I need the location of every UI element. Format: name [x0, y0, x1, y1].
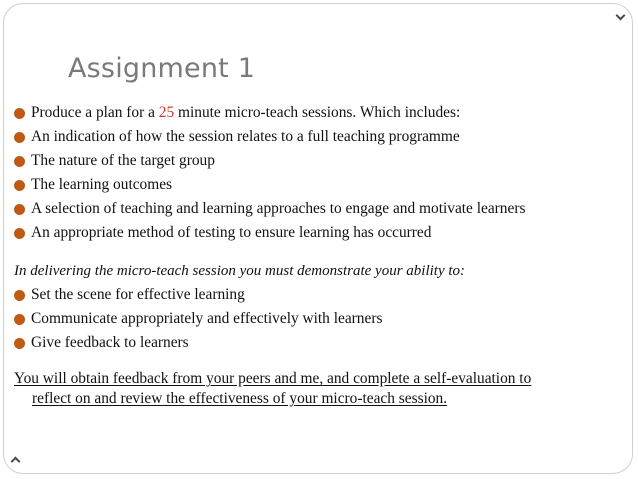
plan-bullet-text: An indication of how the session relates to a full teaching programme	[31, 128, 460, 145]
bullet-dot-icon	[14, 132, 25, 143]
plan-bullet-text: A selection of teaching and learning approaches to engage and motivate learners	[31, 200, 526, 217]
plan-bullet-item	[14, 149, 620, 173]
spacer	[14, 245, 620, 259]
bullet-dot-icon	[14, 156, 25, 167]
closing-line-2: reflect on and review the effectiveness of your micro-teach session.	[32, 390, 448, 407]
delivery-bullet-text: Give feedback to learners	[31, 334, 189, 351]
delivery-bullet-text: Communicate appropriately and effectively with learners	[31, 310, 383, 327]
delivery-bullet-item	[14, 307, 620, 331]
plan-bullet-item	[14, 197, 620, 221]
plan-bullet-item	[14, 173, 620, 197]
closing-line-1: You will obtain feedback from your peers and me, and complete a self-evaluation to	[14, 370, 532, 387]
slide-content	[14, 101, 620, 409]
corner-decoration-top-right	[616, 11, 626, 21]
bullet-dot-icon	[14, 108, 25, 119]
plan-bullet-text: An appropriate method of testing to ensure learning has occurred	[31, 224, 432, 241]
plan-bullet-item	[14, 221, 620, 245]
plan-bullet-list	[14, 101, 620, 245]
bullet-dot-icon	[14, 180, 25, 191]
delivery-bullet-item	[14, 331, 620, 355]
delivery-bullet-item	[14, 283, 620, 307]
plan-bullet-item	[14, 101, 620, 125]
bullet-dot-icon	[14, 314, 25, 325]
highlight-number: 25	[158, 104, 175, 121]
plan-bullet-text: The learning outcomes	[31, 176, 173, 193]
bullet-dot-icon	[14, 290, 25, 301]
plan-bullet-item	[14, 125, 620, 149]
closing-paragraph	[14, 369, 620, 409]
slide-title: Assignment 1	[68, 53, 256, 84]
plan-bullet-text: The nature of the target group	[31, 152, 215, 169]
delivery-intro-text: In delivering the micro-teach session you must demonstrate your ability to:	[14, 263, 466, 279]
corner-decoration-bottom-left	[11, 457, 21, 467]
bullet-dot-icon	[14, 338, 25, 349]
bullet-dot-icon	[14, 228, 25, 239]
delivery-bullet-text: Set the scene for effective learning	[31, 286, 245, 303]
plan-bullet-text: Produce a plan for a 25 minute micro-teach sessions. Which includes:	[31, 104, 461, 121]
delivery-bullet-list	[14, 283, 620, 355]
bullet-dot-icon	[14, 204, 25, 215]
spacer	[14, 355, 620, 369]
